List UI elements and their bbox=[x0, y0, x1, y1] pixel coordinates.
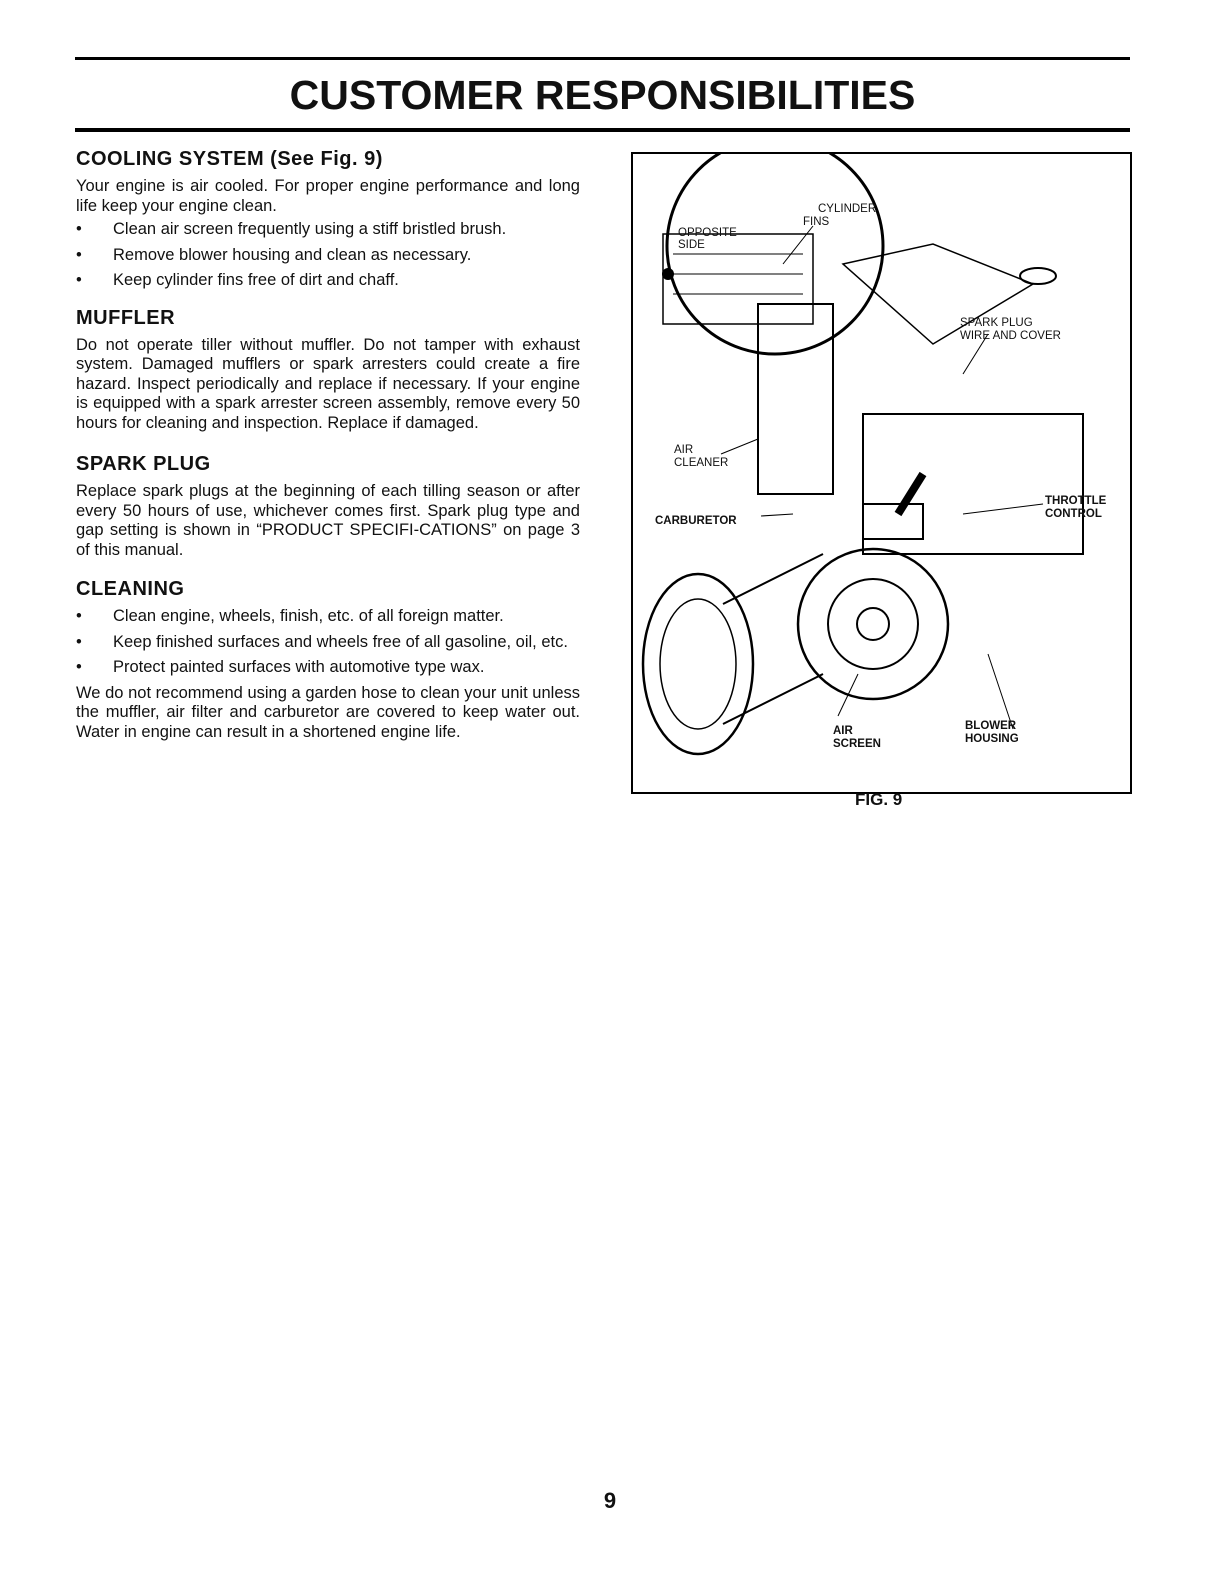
spark-plug-heading: SPARK PLUG bbox=[76, 453, 211, 475]
muffler-heading: MUFFLER bbox=[76, 306, 176, 329]
spark-plug-body: Replace spark plugs at the beginning of each tilling season or after every 50 hours of use, whichever comes first. Spark plug type and gap setting is shown in “PRODUCT SPECIFI-CATIONS” on page 3 of this manual. bbox=[76, 482, 580, 559]
opposite-side-marker-icon bbox=[662, 268, 674, 280]
blower-housing-shape bbox=[798, 549, 948, 699]
bullet-icon: • bbox=[76, 658, 82, 676]
label-spark-plug: SPARK PLUG bbox=[960, 317, 1033, 329]
section-cooling-system bbox=[76, 148, 580, 291]
title-underline bbox=[75, 128, 1130, 132]
label-control: CONTROL bbox=[1045, 508, 1102, 520]
bullet-icon: • bbox=[76, 607, 82, 625]
bullet-icon: • bbox=[76, 220, 82, 238]
air-screen-shape bbox=[828, 579, 918, 669]
top-rule bbox=[75, 57, 1130, 60]
air-cleaner-body bbox=[758, 304, 833, 494]
cleaning-bullet-list bbox=[76, 607, 580, 678]
list-item: • Keep finished surfaces and wheels free of all gasoline, oil, etc. bbox=[76, 632, 568, 651]
label-side: SIDE bbox=[678, 239, 705, 251]
label-air: AIR bbox=[674, 444, 694, 456]
label-housing: HOUSING bbox=[965, 733, 1019, 745]
cleaning-heading: CLEANING bbox=[76, 578, 185, 600]
label-blower: BLOWER bbox=[965, 720, 1017, 732]
list-item: • Remove blower housing and clean as necessary. bbox=[76, 245, 472, 264]
page-title: CUSTOMER RESPONSIBILITIES bbox=[289, 72, 916, 118]
engine-block bbox=[863, 414, 1083, 554]
label-wire-and-cover: WIRE AND COVER bbox=[960, 330, 1061, 342]
list-item: • Protect painted surfaces with automotive type wax. bbox=[76, 658, 485, 676]
label-opposite: OPPOSITE bbox=[678, 227, 737, 239]
page-number: 9 bbox=[603, 1488, 617, 1513]
muffler-body: Do not operate tiller without muffler. Do not tamper with exhaust system. Damaged mufflers or spark arresters could create a fire hazard. Inspect periodically and replace if necessary. If your engine is equipped with a spark arrester screen assembly, remove every 50 hours for cleaning and inspection. Replace if damaged. bbox=[76, 335, 580, 432]
list-item: • Keep cylinder fins free of dirt and chaff. bbox=[76, 271, 399, 289]
list-item: • Clean air screen frequently using a stiff bristled brush. bbox=[76, 220, 507, 238]
section-muffler bbox=[76, 307, 580, 434]
list-item: • Clean engine, wheels, finish, etc. of all foreign matter. bbox=[76, 607, 504, 625]
label-cylinder: CYLINDER bbox=[818, 203, 877, 215]
section-spark-plug bbox=[76, 453, 580, 560]
figure-caption: FIG. 9 bbox=[855, 790, 903, 809]
text-column bbox=[76, 148, 580, 742]
throttle-plate bbox=[863, 504, 923, 539]
bullet-icon: • bbox=[76, 632, 82, 651]
label-fins: FINS bbox=[803, 216, 830, 228]
cleaning-body: We do not recommend using a garden hose to clean your unit unless the muffler, air filter and carburetor are covered to keep water out. Water in engine can result in a shortened engine life. bbox=[76, 683, 580, 741]
fuel-cap bbox=[1020, 268, 1056, 284]
section-cleaning bbox=[76, 578, 580, 742]
figure-9 bbox=[631, 152, 1132, 794]
bullet-icon: • bbox=[76, 271, 82, 289]
label-air-2: AIR bbox=[833, 725, 853, 737]
label-throttle: THROTTLE bbox=[1045, 495, 1107, 507]
cooling-intro: Your engine is air cooled. For proper engine performance and long life keep your engine clean. bbox=[76, 177, 580, 215]
label-cleaner: CLEANER bbox=[674, 457, 729, 469]
label-carburetor: CARBURETOR bbox=[655, 515, 737, 527]
cooling-bullet-list bbox=[76, 220, 580, 291]
bullet-icon: • bbox=[76, 245, 82, 264]
cooling-heading: COOLING SYSTEM (See Fig. 9) bbox=[76, 148, 383, 170]
engine-diagram bbox=[633, 154, 1130, 792]
label-screen: SCREEN bbox=[833, 738, 881, 750]
